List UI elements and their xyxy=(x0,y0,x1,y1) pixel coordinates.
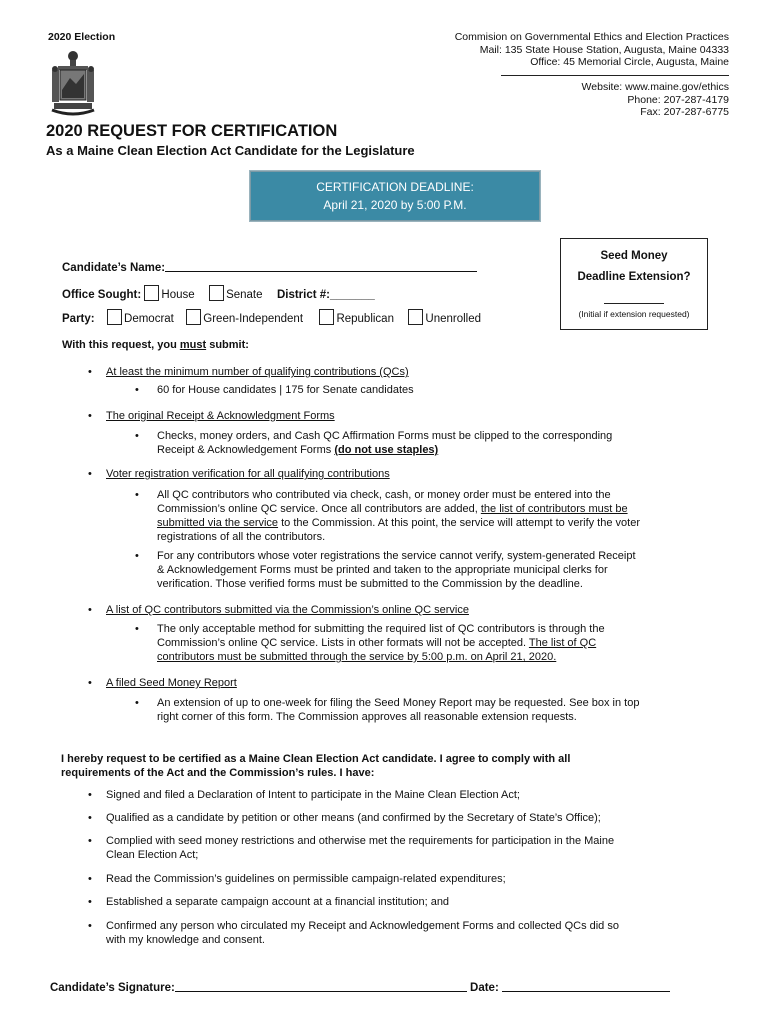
certify-item: Complied with seed money restrictions and otherwise met the requirements for participation in the Maine xyxy=(106,835,615,847)
certify-item: Signed and filed a Declaration of Intent to participate in the Maine Clean Election Act; xyxy=(106,789,520,801)
bullet: • xyxy=(88,604,92,616)
seed-report-detail-line: right corner of this form. The Commission approves all reasonable extension requests. xyxy=(157,711,577,723)
office-label: Office Sought: xyxy=(62,289,142,301)
contributor-list-detail-line: contributors must be submitted through the service by 5:00 p.m. on April 21, 2020. xyxy=(157,651,557,663)
no-staples-emphasis: (do not use staples) xyxy=(334,444,439,456)
senate-label: Senate xyxy=(226,289,263,301)
verification-detail-line: registrations of all the contributors. xyxy=(157,531,326,543)
verification-detail-line: & Acknowledgement Forms must be printed and taken to the appropriate municipal clerks for xyxy=(157,564,608,576)
verification-detail-line: For any contributors whose voter registrations the service cannot verify, system-generated Receipt xyxy=(157,550,636,562)
certify-item: Qualified as a candidate by petition or other means (and confirmed by the Secretary of State’s Office); xyxy=(106,812,601,824)
bullet: • xyxy=(88,835,92,847)
unenrolled-label: Unenrolled xyxy=(425,313,482,325)
org-name: Commision on Governmental Ethics and Election Practices xyxy=(454,31,729,43)
deadline-date: April 21, 2020 by 5:00 P.M. xyxy=(323,198,467,212)
contributor-list-detail-line: The only acceptable method for submitting the required list of QC contributors is through the xyxy=(157,623,605,635)
bullet: • xyxy=(88,410,92,422)
green-independent-label: Green-Independent xyxy=(203,313,304,325)
election-year-label: 2020 Election xyxy=(48,31,116,43)
with-prefix: With this request, you xyxy=(62,339,180,351)
certify-item: Clean Election Act; xyxy=(106,849,199,861)
sub-bullet: • xyxy=(135,697,139,709)
bullet: • xyxy=(88,812,92,824)
office-address: Office: 45 Memorial Circle, Augusta, Maine xyxy=(530,56,729,68)
sub-bullet: • xyxy=(135,489,139,501)
district-field[interactable]: District #:_______ xyxy=(276,289,375,301)
date-field[interactable] xyxy=(502,979,670,992)
mail-address: Mail: 135 State House Station, Augusta, Maine 04333 xyxy=(479,43,729,56)
bullet: • xyxy=(88,873,92,885)
requirement-receipt-forms: The original Receipt & Acknowledgment Forms xyxy=(106,410,335,422)
sub-bullet: • xyxy=(135,623,139,635)
sub-bullet: • xyxy=(135,430,139,442)
requirement-qcs: At least the minimum number of qualifying contributions (QCs) xyxy=(106,366,409,378)
verification-detail-line: verification. Those verified forms must be submitted to the Commission by the deadline. xyxy=(157,578,583,590)
requirement-seed-money-report: A filed Seed Money Report xyxy=(106,677,237,689)
seed-box-note: (Initial if extension requested) xyxy=(578,309,690,319)
certify-item: with my knowledge and consent. xyxy=(106,934,265,946)
deadline-label: CERTIFICATION DEADLINE: xyxy=(316,180,474,194)
contributor-list-detail-line: Commission’s online QC service. Lists in other formats will not be accepted. The list of QC xyxy=(157,637,597,649)
candidate-name-label: Candidate’s Name: xyxy=(62,262,166,274)
certify-item: Established a separate campaign account at a financial institution; and xyxy=(106,896,450,908)
requirement-voter-verification: Voter registration verification for all qualifying contributions xyxy=(106,468,390,480)
bullet: • xyxy=(88,920,92,932)
certification-line: I hereby request to be certified as a Maine Clean Election Act candidate. I agree to comply with all xyxy=(61,753,571,765)
receipt-forms-detail-line: Checks, money orders, and Cash QC Affirmation Forms must be clipped to the corresponding xyxy=(157,430,613,442)
sub-bullet: • xyxy=(135,384,139,396)
fax: Fax: 207-287-6775 xyxy=(640,106,729,118)
signature-label: Candidate’s Signature: xyxy=(50,982,175,994)
page-title: 2020 REQUEST FOR CERTIFICATION xyxy=(46,122,338,140)
bullet: • xyxy=(88,789,92,801)
verification-detail-line: submitted via the service to the Commission. At this point, the service will attempt to verify the voter xyxy=(157,517,640,529)
website: Website: www.maine.gov/ethics xyxy=(581,81,729,93)
seed-report-detail-line: An extension of up to one-week for filing the Seed Money Report may be requested. See box in top xyxy=(157,697,640,709)
verification-detail-line: Commission’s online QC service. Once all contributors are added, the list of contributors must be xyxy=(157,503,628,515)
bullet: • xyxy=(88,468,92,480)
signature-field[interactable] xyxy=(175,979,467,992)
seed-box-question: Deadline Extension? xyxy=(577,271,691,283)
date-label: Date: xyxy=(470,982,499,994)
must-emphasis: must xyxy=(179,339,207,351)
certify-item: Read the Commission’s guidelines on permissible campaign-related expenditures; xyxy=(106,873,506,885)
receipt-forms-detail-line: Receipt & Acknowledgement Forms (do not use staples) xyxy=(157,444,439,456)
bullet: • xyxy=(88,896,92,908)
house-label: House xyxy=(161,289,195,301)
party-label: Party: xyxy=(62,313,95,325)
republican-label: Republican xyxy=(336,313,394,325)
certify-item: Confirmed any person who circulated my Receipt and Acknowledgement Forms and collected QCs did so xyxy=(106,920,619,932)
bullet: • xyxy=(88,366,92,378)
with-suffix: submit: xyxy=(206,339,249,351)
certification-statement xyxy=(61,752,701,780)
requirement-contributor-list: A list of QC contributors submitted via the Commission’s online QC service xyxy=(106,604,469,616)
requirement-qcs-detail: 60 for House candidates | 175 for Senate candidates xyxy=(157,384,414,396)
democrat-label: Democrat xyxy=(124,313,174,325)
sub-bullet: • xyxy=(135,550,139,562)
verification-detail-line: All QC contributors who contributed via check, cash, or money order must be entered into the xyxy=(157,489,611,501)
bullet: • xyxy=(88,677,92,689)
phone: Phone: 207-287-4179 xyxy=(627,93,729,106)
page-subtitle: As a Maine Clean Election Act Candidate for the Legislature xyxy=(46,143,415,158)
signature-row xyxy=(50,979,670,994)
certification-line: requirements of the Act and the Commission’s rules. I have: xyxy=(61,767,375,779)
seed-box-title: Seed Money xyxy=(600,250,668,262)
